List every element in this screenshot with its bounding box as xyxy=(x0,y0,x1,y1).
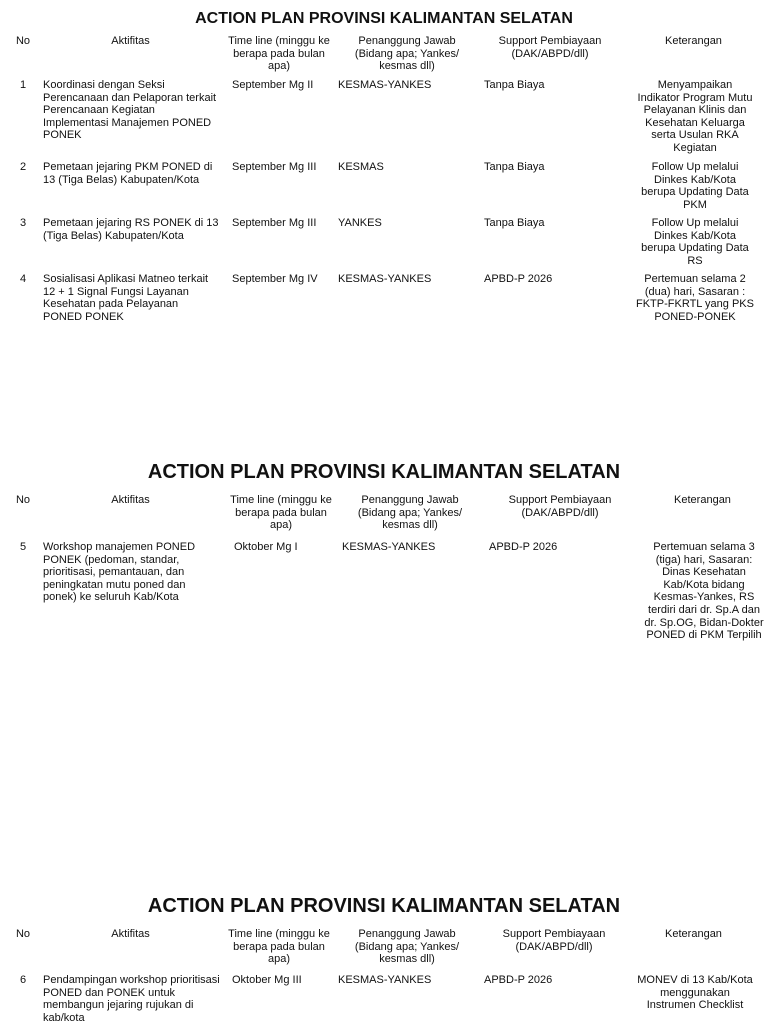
row-activity: Pemetaan jejaring RS PONEK di 13 (Tiga Belas) Kabupaten/Kota xyxy=(43,217,219,242)
page-title: ACTION PLAN PROVINSI KALIMANTAN SELATAN xyxy=(147,461,621,483)
row-activity: Pemetaan jejaring PKM PONED di 13 (Tiga Belas) Kabupaten/Kota xyxy=(43,161,213,186)
column-header-timeline: Time line (minggu ke berapa pada bulan apa) xyxy=(228,35,330,73)
column-header-funding: Support Pembiayaan (DAK/ABPD/dll) xyxy=(508,494,612,519)
column-header-no: No xyxy=(15,35,31,47)
column-header-activity: Aktifitas xyxy=(111,35,150,47)
row-notes: Menyampaikan Indikator Program Mutu Pelayanan Klinis dan Kesehatan Keluarga serta Usulan RKA Kegiatan xyxy=(637,79,753,154)
row-timeline: September Mg II xyxy=(232,79,314,91)
row-pic: KESMAS-YANKES xyxy=(342,541,436,553)
row-timeline: September Mg III xyxy=(232,217,317,229)
row-notes: MONEV di 13 Kab/Kota menggunakan Instrumen Checklist xyxy=(637,974,753,1012)
row-timeline: Oktober Mg I xyxy=(234,541,298,553)
column-header-notes: Keterangan xyxy=(665,928,722,940)
page-title: ACTION PLAN PROVINSI KALIMANTAN SELATAN xyxy=(147,895,621,917)
row-notes: Pertemuan selama 2 (dua) hari, Sasaran : FKTP-FKRTL yang PKS PONED-PONEK xyxy=(636,273,754,323)
row-timeline: September Mg III xyxy=(232,161,317,173)
column-header-no: No xyxy=(15,494,31,506)
column-header-pic: Penanggung Jawab (Bidang apa; Yankes/ kesmas dll) xyxy=(354,928,460,966)
column-header-notes: Keterangan xyxy=(665,35,722,47)
row-pic: YANKES xyxy=(338,217,382,229)
row-funding: APBD-P 2026 xyxy=(489,541,558,553)
column-header-activity: Aktifitas xyxy=(111,494,150,506)
column-header-notes: Keterangan xyxy=(674,494,731,506)
column-header-pic: Penanggung Jawab (Bidang apa; Yankes/ kesmas dll) xyxy=(354,35,460,73)
row-number: 2 xyxy=(19,161,27,173)
row-funding: APBD-P 2026 xyxy=(484,974,553,986)
row-number: 1 xyxy=(19,79,27,91)
column-header-pic: Penanggung Jawab (Bidang apa; Yankes/ kesmas dll) xyxy=(357,494,463,532)
page-title: ACTION PLAN PROVINSI KALIMANTAN SELATAN xyxy=(195,10,573,27)
row-notes: Follow Up melalui Dinkes Kab/Kota berupa Updating Data RS xyxy=(641,217,749,267)
column-header-activity: Aktifitas xyxy=(111,928,150,940)
column-header-no: No xyxy=(15,928,31,940)
row-funding: Tanpa Biaya xyxy=(484,217,545,229)
row-pic: KESMAS-YANKES xyxy=(338,273,432,285)
row-pic: KESMAS-YANKES xyxy=(338,79,432,91)
row-activity: Workshop manajemen PONED PONEK (pedoman, standar, prioritisasi, pemantauan, dan peningkatan mutu poned dan ponek) ke seluruh Kab/Kota xyxy=(43,541,196,604)
row-notes: Pertemuan selama 3 (tiga) hari, Sasaran: Dinas Kesehatan Kab/Kota bidang Kesmas-Yankes, RS terdiri dari dr. Sp.A dan dr. Sp.OG, Bidan-Dokter PONED di PKM Terpilih xyxy=(644,541,764,642)
row-pic: KESMAS-YANKES xyxy=(338,974,432,986)
row-number: 5 xyxy=(19,541,27,553)
row-timeline: September Mg IV xyxy=(232,273,318,285)
row-number: 6 xyxy=(19,974,27,986)
column-header-funding: Support Pembiayaan (DAK/ABPD/dll) xyxy=(502,928,606,953)
row-number: 4 xyxy=(19,273,27,285)
column-header-funding: Support Pembiayaan (DAK/ABPD/dll) xyxy=(498,35,602,60)
row-pic: KESMAS xyxy=(338,161,384,173)
row-activity: Koordinasi dengan Seksi Perencanaan dan Pelaporan terkait Perencanaan Kegiatan Implementasi Manajemen PONED PONEK xyxy=(43,79,217,142)
column-header-timeline: Time line (minggu ke berapa pada bulan apa) xyxy=(228,928,330,966)
row-activity: Pendampingan workshop prioritisasi PONED dan PONEK untuk membangun jejaring rujukan di kab/kota xyxy=(43,974,220,1024)
row-funding: APBD-P 2026 xyxy=(484,273,553,285)
row-activity: Sosialisasi Aplikasi Matneo terkait 12 + 1 Signal Fungsi Layanan Kesehatan pada Pelayanan PONED PONEK xyxy=(43,273,209,323)
row-funding: Tanpa Biaya xyxy=(484,161,545,173)
row-timeline: Oktober Mg III xyxy=(232,974,302,986)
column-header-timeline: Time line (minggu ke berapa pada bulan apa) xyxy=(230,494,332,532)
row-notes: Follow Up melalui Dinkes Kab/Kota berupa Updating Data PKM xyxy=(641,161,749,211)
row-funding: Tanpa Biaya xyxy=(484,79,545,91)
row-number: 3 xyxy=(19,217,27,229)
